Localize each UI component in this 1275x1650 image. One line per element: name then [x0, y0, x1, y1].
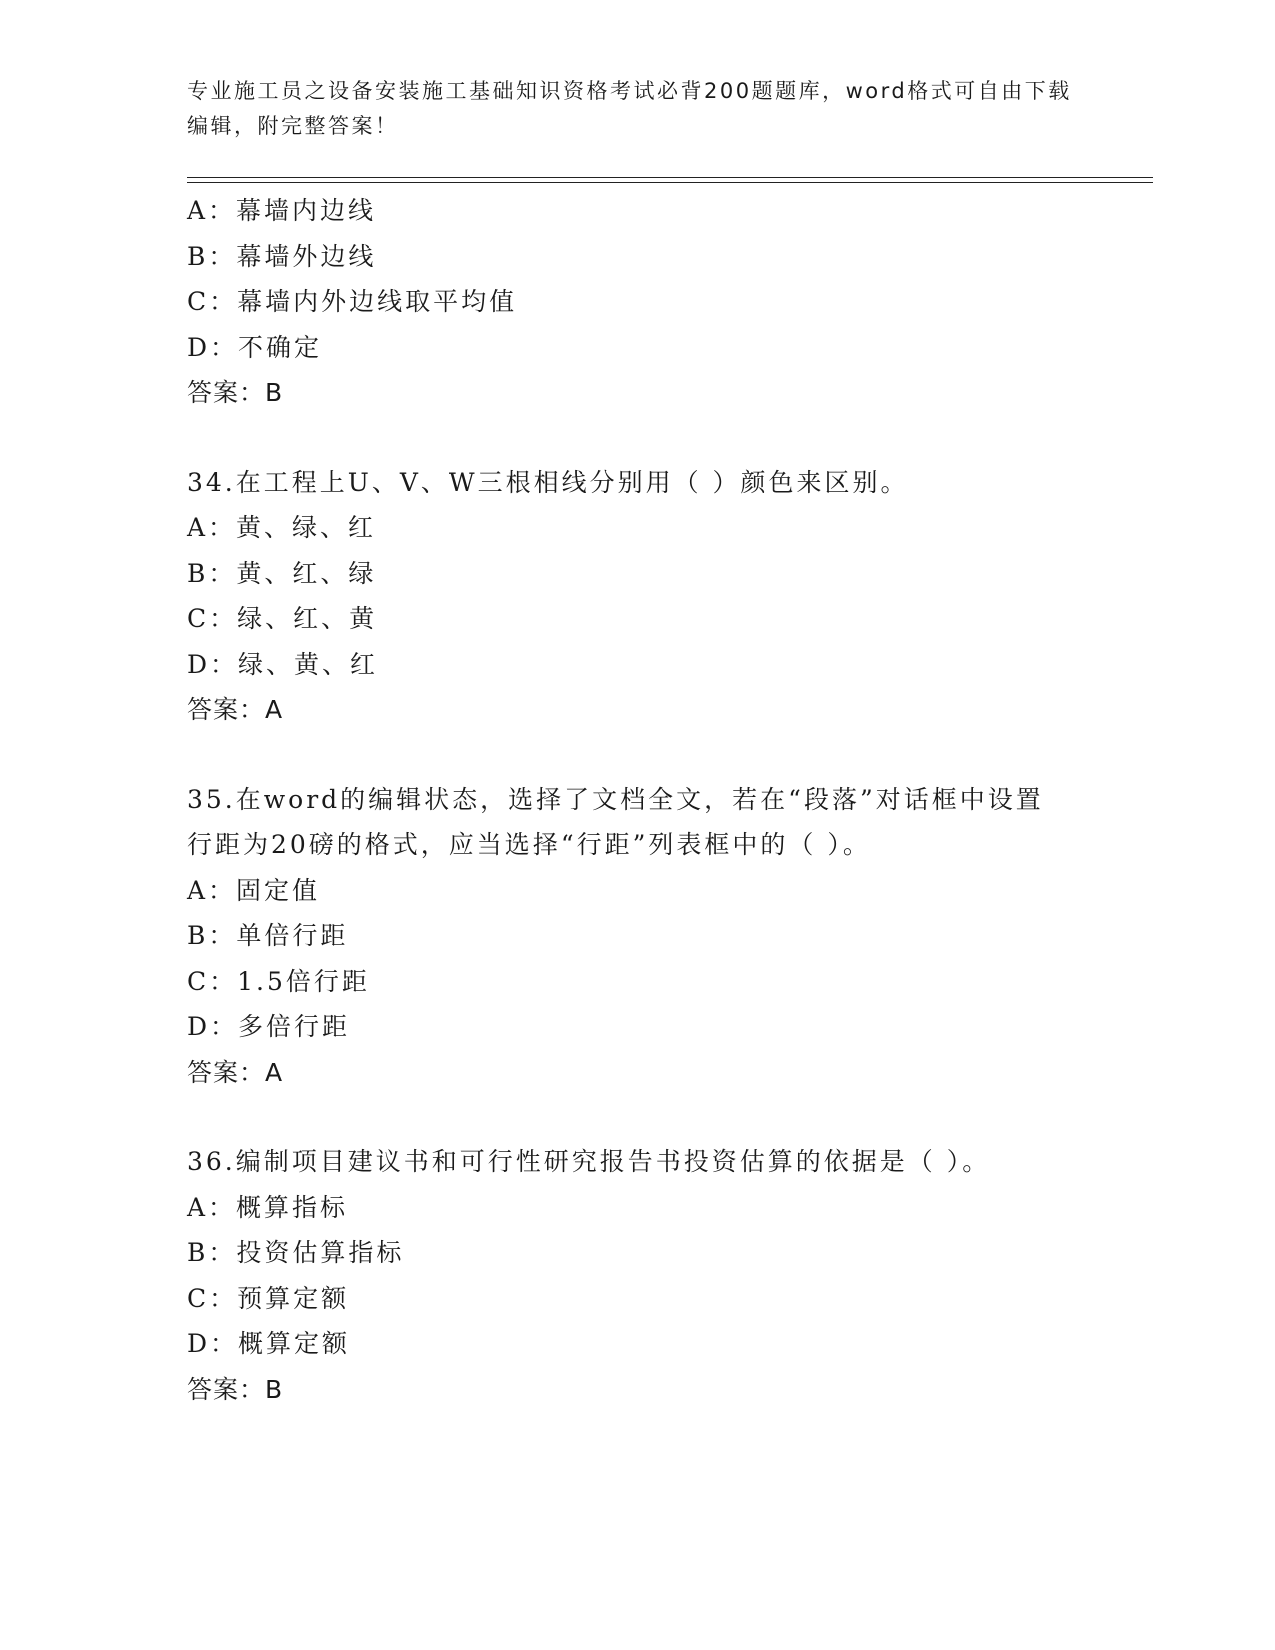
option-c: C：幕墙内外边线取平均值	[187, 287, 518, 316]
option-d: D：概算定额	[187, 1329, 351, 1358]
option-b: B：单倍行距	[187, 921, 349, 950]
option-c: C：绿、红、黄	[187, 604, 378, 633]
option-a: A：幕墙内边线	[187, 196, 377, 225]
question-block-35	[187, 777, 1087, 1096]
question-text: 35.在word的编辑状态，选择了文档全文，若在“段落”对话框中设置行距为20磅的格式，应当选择“行距”列表框中的（ ）。	[187, 784, 1044, 859]
option-c: C：预算定额	[187, 1283, 350, 1313]
answer-line: 答案：A	[187, 1057, 284, 1087]
question-block-34	[187, 460, 1087, 733]
answer-line: 答案：B	[187, 1374, 284, 1404]
question-block-36	[187, 1139, 1087, 1412]
header-divider-bottom	[187, 182, 1153, 183]
option-c: C：1.5倍行距	[187, 966, 370, 996]
option-b: B：黄、红、绿	[187, 558, 377, 588]
header-divider-top	[187, 177, 1153, 178]
document-header: 专业施工员之设备安装施工基础知识资格考试必背200题题库，word格式可自由下载编辑，附完整答案！	[187, 79, 1072, 138]
option-d: D：多倍行距	[187, 1012, 351, 1041]
option-b: B：幕墙外边线	[187, 241, 377, 271]
question-list	[187, 188, 1087, 1412]
option-d: D：绿、黄、红	[187, 649, 379, 679]
question-text: 34.在工程上U、V、W三根相线分别用（ ）颜色来区别。	[187, 467, 909, 497]
option-a: A：概算指标	[187, 1192, 349, 1222]
answer-line: 答案：B	[187, 378, 284, 407]
option-d: D：不确定	[187, 332, 323, 362]
option-a: A：黄、绿、红	[187, 513, 377, 542]
option-a: A：固定值	[187, 875, 321, 905]
option-b: B：投资估算指标	[187, 1238, 405, 1267]
answer-line: 答案：A	[187, 695, 284, 724]
question-block-33	[187, 188, 1087, 416]
question-text: 36.编制项目建议书和可行性研究报告书投资估算的依据是（ ）。	[187, 1147, 991, 1176]
